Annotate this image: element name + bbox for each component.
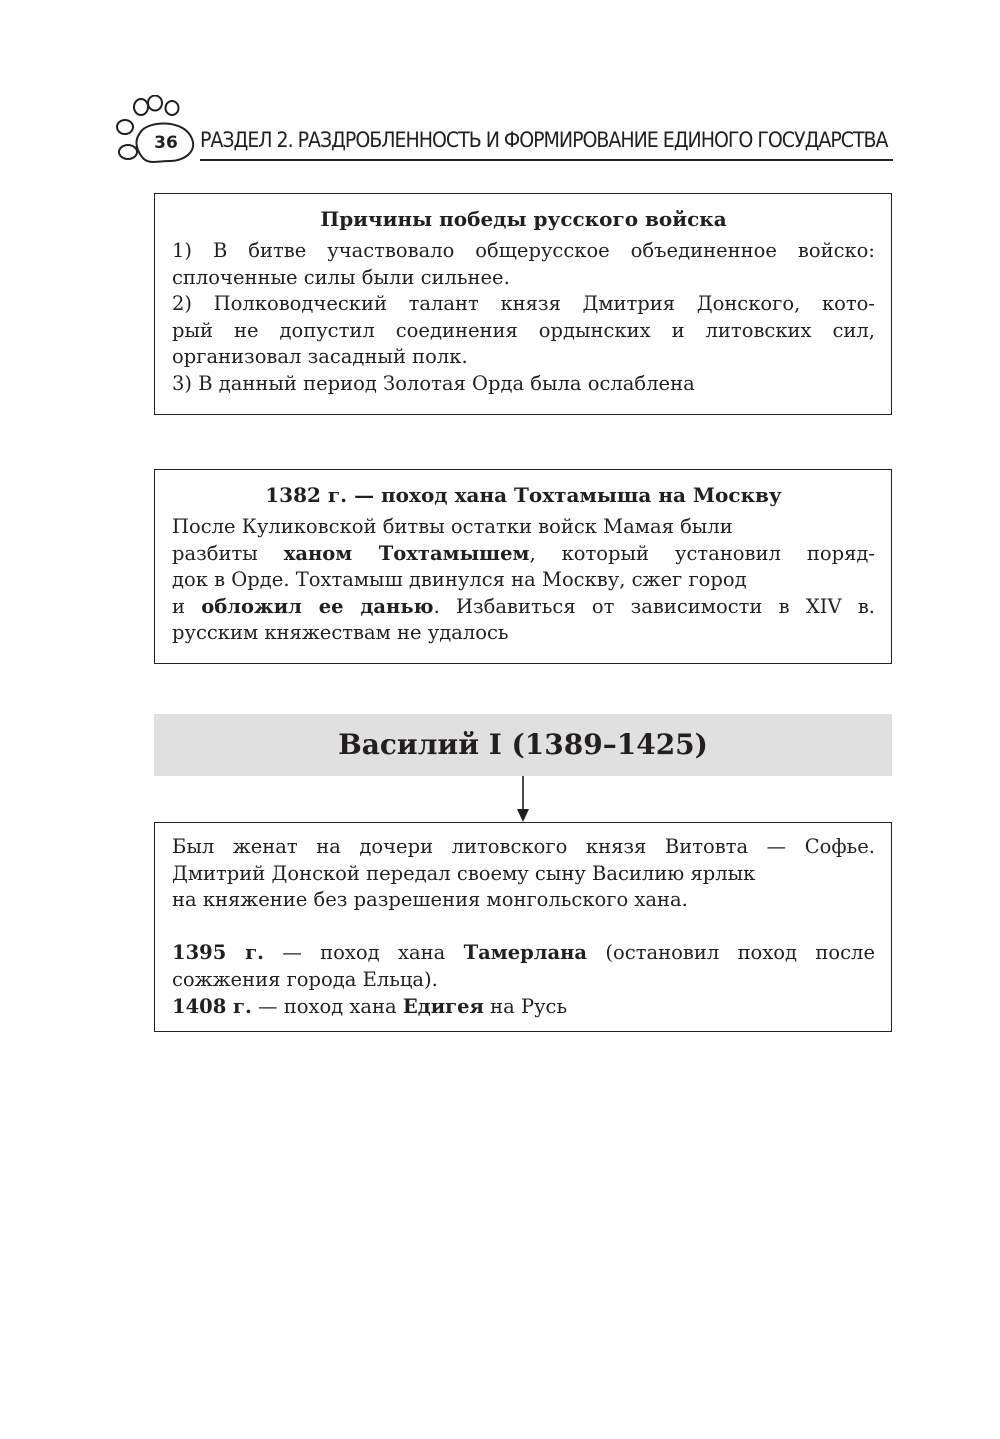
page-header: [112, 95, 897, 170]
vasily-line: на княжение без разрешения монгольского хана.: [172, 888, 688, 912]
victory-reason-line: сплоченные силы были сильнее.: [172, 265, 510, 289]
vasily-banner: Василий I (1389–1425): [154, 714, 892, 776]
edigei-bold: Едигея: [402, 994, 484, 1018]
event-1395-cont: сожжения города Ельца).: [172, 967, 438, 991]
page-number: 36: [154, 133, 178, 153]
tokhtamysh-line: и обложил ее данью. Избавиться от зависимости в XIV в.: [172, 594, 875, 618]
tribute-bold: обложил ее данью: [201, 594, 434, 618]
tamerlane-bold: Тамерлана: [463, 941, 588, 965]
header-divider: [200, 159, 893, 161]
victory-reason-line: организовал засадный полк.: [172, 345, 468, 369]
spacer: [172, 914, 875, 941]
year-1395: 1395 г.: [172, 941, 264, 965]
tokhtamysh-line: разбиты ханом Тохтамышем, который установил поряд-: [172, 541, 875, 565]
victory-reasons-title: Причины победы русского войска: [320, 207, 727, 231]
victory-reason-line: 2) Полководческий талант князя Дмитрия Донского, кото-: [172, 292, 875, 316]
vasily-info-box: [154, 822, 892, 1032]
event-1408: 1408 г. — поход хана Едигея на Русь: [172, 994, 568, 1018]
section-title: РАЗДЕЛ 2. РАЗДРОБЛЕННОСТЬ И ФОРМИРОВАНИЕ ЕДИНОГО ГОСУДАРСТВА: [200, 128, 888, 152]
tokhtamysh-line: русским княжествам не удалось: [172, 621, 509, 645]
victory-reasons-box: [154, 193, 892, 415]
victory-reason-line: 3) В данный период Золотая Орда была ослаблена: [172, 371, 695, 395]
tokhtamysh-campaign-box: [154, 469, 892, 664]
vasily-line: Дмитрий Донской передал своему сыну Василию ярлык: [172, 861, 756, 885]
tokhtamysh-title: 1382 г. — поход хана Тохтамыша на Москву: [265, 483, 782, 507]
year-1408: 1408 г.: [172, 994, 252, 1018]
tokhtamysh-line: После Куликовской битвы остатки войск Мамая были: [172, 515, 733, 538]
arrow-down-icon: [515, 776, 531, 822]
victory-reason-line: рый не допустил соединения ордынских и литовских сил,: [172, 318, 875, 342]
victory-reason-line: 1) В битве участвовало общерусское объединенное войско:: [172, 239, 875, 262]
tokhtamysh-name-bold: ханом Тохтамышем: [283, 541, 530, 565]
vasily-line: Был женат на дочери литовского князя Витовта — Софье.: [172, 835, 875, 858]
tokhtamysh-line: док в Орде. Тохтамыш двинулся на Москву, сжег город: [172, 568, 747, 592]
event-1395: 1395 г. — поход хана Тамерлана (остановил поход после: [172, 941, 875, 965]
